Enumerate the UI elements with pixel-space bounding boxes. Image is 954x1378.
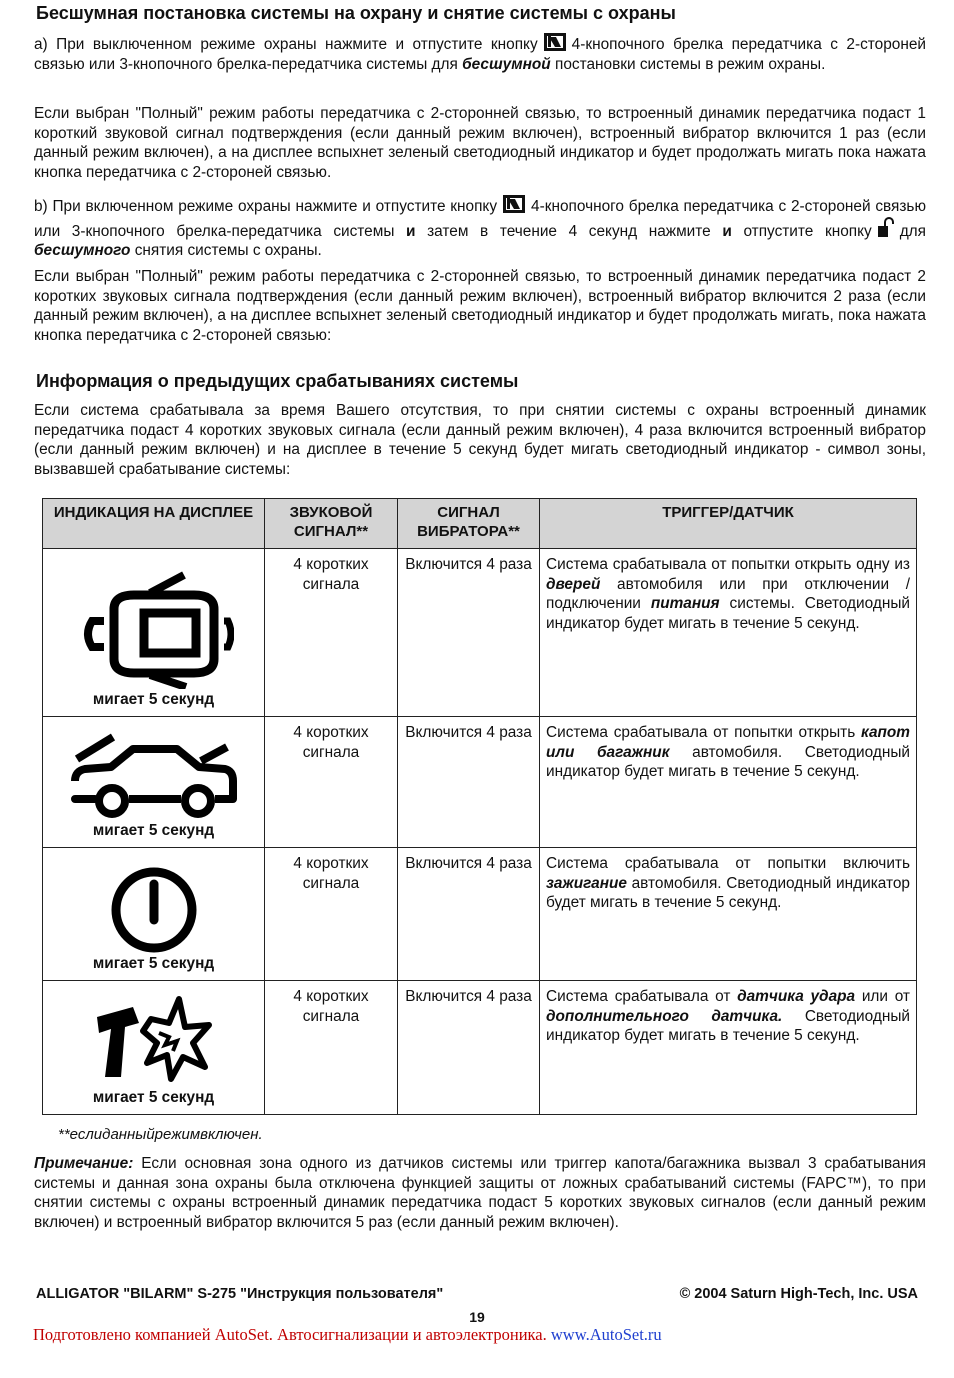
- trigger-cell: Система срабатывала от попытки включить зажигание автомобиля. Светодиодный индикатор будет мигать в течение 5 секунд.: [540, 848, 917, 981]
- table-row: [43, 981, 917, 1115]
- shock-sensor-icon: [89, 993, 219, 1085]
- table-row: [43, 848, 917, 981]
- footnote: **еслиданныйрежимвключен.: [58, 1126, 263, 1143]
- ignition-icon: [104, 860, 204, 960]
- blink-label: мигает 5 секунд: [92, 955, 215, 973]
- section-title-silent-arm: Бесшумная постановка системы на охрану и снятие системы с охраны: [36, 3, 676, 23]
- paragraph-b-note: Если выбран "Полный" режим работы передатчика с 2-сторонней связью, то встроенный динамик передатчика подаст 2 коротких звуковых сигнала подтверждения (если данный режим включен), встроенный вибратор включится 2 раза (если данный режим включен), а на дисплее вспыхнет зеленый светодиодный индикатор и будет продолжать мигать, пока нажата кнопка передатчика с 2-стороней связью:: [34, 268, 926, 344]
- trigger-cell: Система срабатывала от датчика удара или от дополнительного датчика. Светодиодный индикатор будет мигать в течение 5 секунд.: [540, 981, 917, 1115]
- sound-cell: 4 коротких сигнала: [265, 981, 398, 1115]
- indicator-cell: [43, 848, 265, 981]
- note-label: Примечание:: [34, 1155, 134, 1172]
- sound-cell: 4 коротких сигнала: [265, 848, 398, 981]
- vibro-cell: Включится 4 раза: [398, 981, 540, 1115]
- indicator-cell: [43, 717, 265, 848]
- table-row: [43, 717, 917, 848]
- vibro-cell: Включится 4 раза: [398, 848, 540, 981]
- car-top-view-icon: [74, 569, 234, 689]
- paragraph-a-note: Если выбран "Полный" режим работы передатчика с 2-сторонней связью, то встроенный динамик передатчика подаст 1 короткий звуковой сигнал подтверждения (если данный режим включен), встроенный вибратор включится 1 раз (если данный режим включен), а на дисплее вспыхнет зеленый светодиодный индикатор и будет продолжать мигать пока нажата кнопка передатчика с 2-стороней связью.: [34, 105, 926, 181]
- header-trigger: ТРИГГЕР/ДАТЧИК: [540, 499, 917, 549]
- trigger-cell: Система срабатывала от попытки открыть капот или багажник автомобиля. Светодиодный индикатор будет мигать в течение 5 секунд.: [540, 717, 917, 848]
- autoset-link[interactable]: www.AutoSet.ru: [550, 1325, 662, 1344]
- footer-left: ALLIGATOR "BILARM" S-275 "Инструкция пользователя": [36, 1286, 444, 1302]
- section-title-previous-triggers: Информация о предыдущих срабатываниях системы: [36, 371, 519, 391]
- page-number: 19: [469, 1309, 485, 1325]
- header-display: ИНДИКАЦИЯ НА ДИСПЛЕЕ: [43, 499, 265, 549]
- sound-cell: 4 коротких сигнала: [265, 717, 398, 848]
- table-row: [43, 549, 917, 717]
- transmitter-button-icon: [544, 33, 566, 51]
- header-vibro: СИГНАЛ ВИБРАТОРА**: [398, 499, 540, 549]
- paragraph-b: b) При включенном режиме охраны нажмите и отпустите кнопку 4-кнопочного брелка передатчика с 2-стороней связью или 3-кнопочного брелка-передатчика системы и затем в течение 4 секунд нажмите и отпустите кнопку для бесшумного снятия системы с охраны.: [34, 195, 926, 261]
- vibro-cell: Включится 4 раза: [398, 717, 540, 848]
- trigger-cell: Система срабатывала от попытки открыть одну из дверей автомобиля или при отключении / подключении питания системы. Светодиодный индикатор будет мигать в течение 5 секунд.: [540, 549, 917, 717]
- header-sound: ЗВУКОВОЙ СИГНАЛ**: [265, 499, 398, 549]
- blink-label: мигает 5 секунд: [92, 822, 215, 840]
- blink-label: мигает 5 секунд: [92, 1089, 215, 1107]
- indicator-cell: [43, 549, 265, 717]
- blink-label: мигает 5 секунд: [92, 691, 215, 709]
- sound-cell: 4 коротких сигнала: [265, 549, 398, 717]
- transmitter-button-icon: [503, 195, 525, 213]
- prepared-by-banner: Подготовлено компанией AutoSet. Автосигнализации и автоэлектроника. www.AutoSet.ru: [33, 1325, 662, 1344]
- section2-intro: Если система срабатывала за время Вашего отсутствия, то при снятии системы с охраны встроенный динамик передатчика подаст 4 коротких звуковых сигнала (если данный режим включен), 4 раза включится встроенный вибратор (если данный режим включен) и на дисплее в течение 5 секунд будет мигать светодиодный индикатор - символ зоны, вызвавшей срабатывание системы:: [34, 402, 926, 478]
- unlock-icon: [876, 217, 896, 239]
- footer-right: © 2004 Saturn High-Tech, Inc. USA: [679, 1286, 918, 1302]
- paragraph-a: a) При выключенном режиме охраны нажмите и отпустите кнопку 4-кнопочного брелка передатчика с 2-стороней связью или 3-кнопочного брелка-передатчика системы для бесшумной постановки системы в режим охраны.: [34, 33, 926, 74]
- note-paragraph: Примечание: Если основная зона одного из датчиков системы или триггер капота/багажника вызвал 3 срабатывания системы и данная зона охраны была отключена функцией защиты от ложных срабатываний системы (FAPC™), то при снятии системы с охраны встроенный динамик передатчика подаст 5 коротких звуковых сигналов (если данный режим включен) и встроенный вибратор включится 5 раз (если данный режим включен).: [34, 1155, 926, 1231]
- trigger-indication-table: [42, 498, 917, 1115]
- car-hood-trunk-icon: [69, 733, 239, 819]
- vibro-cell: Включится 4 раза: [398, 549, 540, 717]
- indicator-cell: [43, 981, 265, 1115]
